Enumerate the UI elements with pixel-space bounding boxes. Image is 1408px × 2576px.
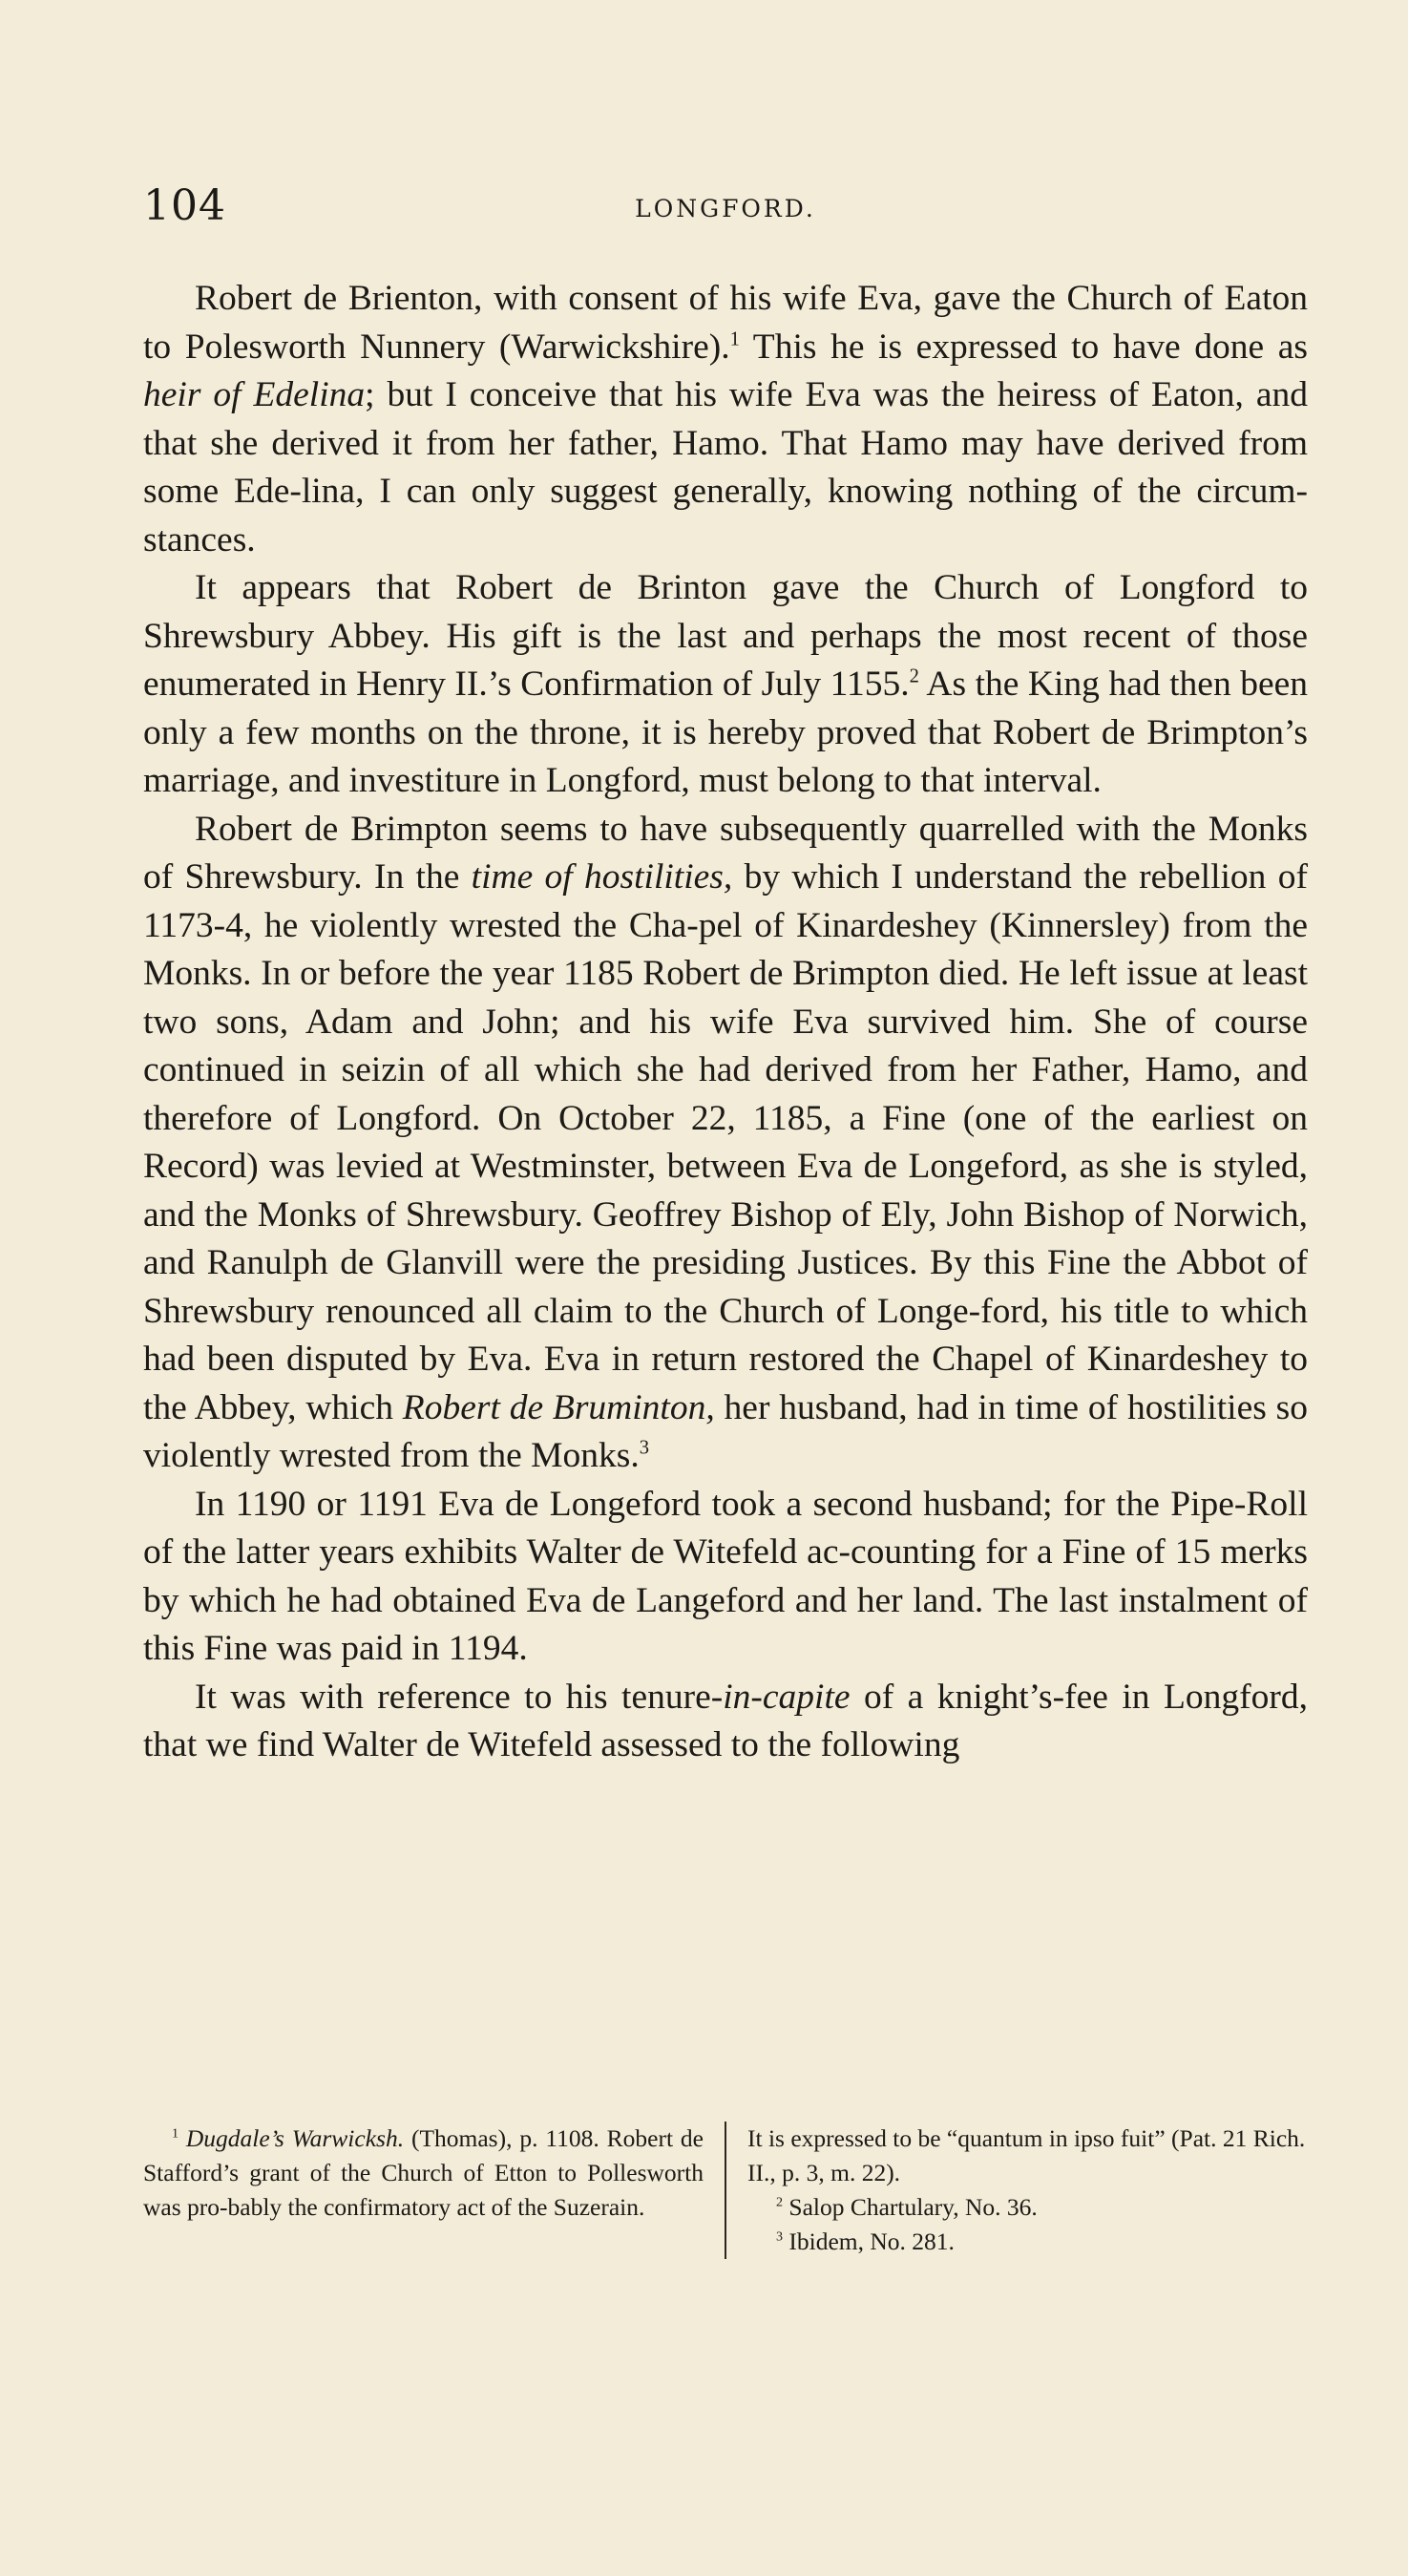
paragraph: [143, 1674, 1308, 1770]
text-run: This he is expressed to have done as: [739, 327, 1308, 367]
running-title: LONGFORD.: [635, 195, 816, 222]
italic-text: in-capite: [723, 1677, 851, 1717]
paragraph: [143, 1481, 1308, 1674]
text-run: It was with reference to his tenure-: [195, 1677, 724, 1717]
paragraph: [143, 564, 1308, 806]
italic-text: time of hostilities,: [471, 857, 733, 897]
footnote-marker: 1: [172, 2126, 179, 2142]
footnotes: [143, 2122, 1308, 2259]
text-run: Robert de Brienton, with consent of his wife Eva, gave the Church of Eaton to Polesworth Nunnery (Warwickshire).: [143, 279, 1308, 367]
paragraph: [143, 275, 1308, 564]
text-run: In 1190 or 1191 Eva de Longeford took a second husband; for the Pipe-Roll of the latter years exhibits Walter de Witefeld ac-counting for a Fine of 15 merks by which he had obtained Eva de Langeford and her land. The last instalment of this Fine was paid in 1194.: [143, 1484, 1308, 1668]
footnote: [747, 2122, 1308, 2190]
text-run: of a knight’s-fee in Longford, that we find Walter de Witefeld assessed to the following: [143, 1677, 1308, 1764]
footnote: [143, 2122, 704, 2225]
text-run: It is expressed to be “quantum in ipso fuit” (Pat. 21 Rich. II., p. 3, m. 22).: [747, 2124, 1306, 2186]
italic-text: Dugdale’s Warwicksh.: [185, 2124, 405, 2152]
paragraph: [143, 806, 1308, 1481]
italic-text: Robert de Bruminton,: [402, 1387, 715, 1427]
text-run: ; but I conceive that his wife Eva was the heiress of Eaton, and that she derived it from her father, Hamo. That Hamo may have derived from some Ede-lina, I can only suggest generally, knowing nothing of the circum-stances.: [143, 375, 1308, 560]
text-run: Robert de Brimpton seems to have subsequently quarrelled with the Monks of Shrewsbury. In the: [143, 809, 1308, 897]
book-page: [143, 181, 1308, 1770]
italic-text: heir of Edelina: [143, 375, 366, 414]
footnote-marker: 2: [776, 2195, 784, 2210]
footnote-marker: 3: [776, 2229, 784, 2245]
body-text: [143, 275, 1308, 1770]
footnote: [747, 2225, 1308, 2259]
page-number: 104: [143, 181, 226, 230]
text-run: Salop Chartulary, No. 36.: [783, 2193, 1038, 2221]
text-run: Ibidem, No. 281.: [783, 2228, 955, 2255]
footnotes-right-column: [725, 2122, 1308, 2259]
text-run: (Thomas), p. 1108. Robert de Stafford’s grant of the Church of Etton to Pollesworth was pro-bably the confirmatory act of the Suzerain.: [143, 2124, 704, 2221]
footnote-marker: 3: [639, 1437, 650, 1459]
text-run: As the King had then been only a few months on the throne, it is hereby proved that Robert de Brimpton’s marriage, and investiture in Longford, must belong to that interval.: [143, 665, 1309, 800]
footnote: [747, 2190, 1308, 2225]
text-run: by which I understand the rebellion of 1173-4, he violently wrested the Cha-pel of Kinardeshey (Kinnersley) from the Monks. In or before the year 1185 Robert de Brimpton died. He left issue at least two sons, Adam and John; and his wife Eva survived him. She of course continued in seizin of all which she had derived from her Father, Hamo, and therefore of Longford. On October 22, 1185, a Fine (one of the earliest on Record) was levied at Westminster, between Eva de Longeford, as she is styled, and the Monks of Shrewsbury. Geoffrey Bishop of Ely, John Bishop of Norwich, and Ranulph de Glanvill were the presiding Justices. By this Fine the Abbot of Shrewsbury renounced all claim to the Church of Longe-ford, his title to which had been disputed by Eva. Eva in return restored the Chapel of Kinardeshey to the Abbey, which: [143, 857, 1308, 1427]
footnotes-left-column: [143, 2122, 725, 2259]
page-header: [143, 181, 1308, 239]
text-run: her husband, had in time of hostilities so violently wrested from the Monks.: [143, 1387, 1308, 1475]
text-run: It appears that Robert de Brinton gave the Church of Longford to Shrewsbury Abbey. His gift is the last and perhaps the most recent of those enumerated in Henry II.’s Confirmation of July 1155.: [143, 568, 1308, 704]
footnote-marker: 1: [729, 328, 740, 349]
footnote-marker: 2: [909, 665, 919, 687]
text-run: [179, 2124, 186, 2152]
